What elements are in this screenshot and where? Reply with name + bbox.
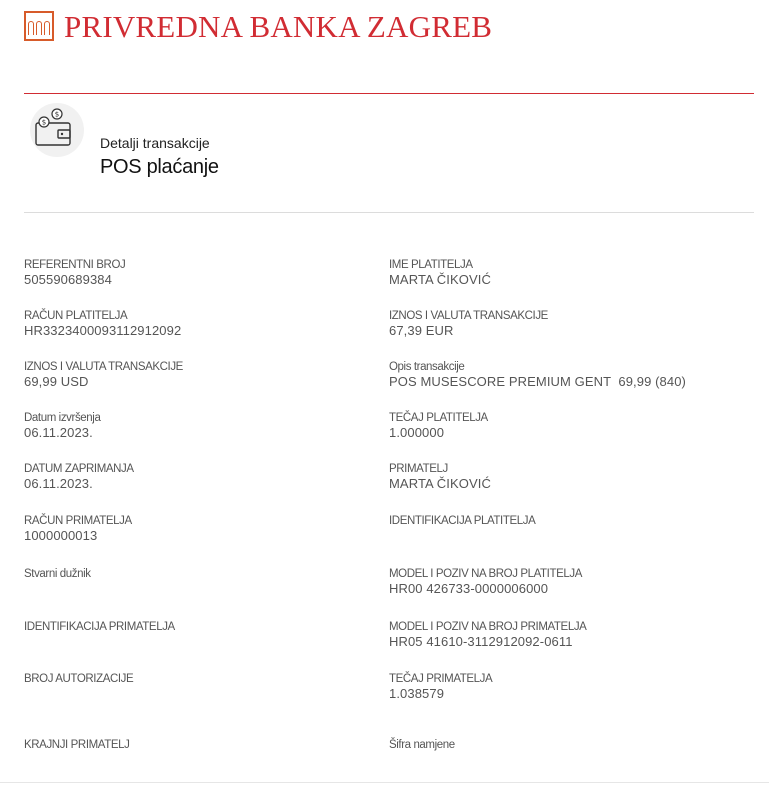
field-datum-izvrsenja	[24, 411, 384, 440]
transaction-heading	[100, 134, 219, 179]
field-value: MARTA ČIKOVIĆ	[389, 272, 491, 287]
field-identifikacija-platitelja	[389, 514, 749, 528]
field-label: IZNOS I VALUTA TRANSAKCIJE	[389, 310, 548, 322]
svg-text:$: $	[41, 118, 47, 127]
field-value: 1000000013	[24, 528, 98, 543]
field-value: POS MUSESCORE PREMIUM GENT 69,99 (840)	[389, 374, 686, 389]
field-value: 1.038579	[389, 686, 445, 701]
field-value: HR3323400093112912092	[24, 323, 182, 338]
transaction-title: POS plaćanje	[100, 156, 219, 178]
field-model-poziv-primatelja	[389, 620, 749, 649]
field-model-poziv-platitelja	[389, 567, 749, 596]
bank-name: PRIVREDNA BANKA ZAGREB	[64, 8, 493, 44]
field-label: MODEL I POZIV NA BROJ PLATITELJA	[389, 568, 582, 580]
field-iznos-valuta-transakcije-eur	[389, 309, 749, 338]
field-value: 06.11.2023.	[24, 476, 93, 491]
field-label: TEČAJ PLATITELJA	[389, 412, 488, 424]
field-label: IDENTIFIKACIJA PLATITELJA	[389, 515, 536, 527]
field-value: 06.11.2023.	[24, 425, 93, 440]
svg-text:$: $	[54, 110, 60, 119]
field-label: RAČUN PRIMATELJA	[24, 515, 132, 527]
field-label: Stvarni dužnik	[24, 568, 91, 580]
field-datum-zaprimanja	[24, 462, 384, 491]
field-value: HR00 426733-0000006000	[389, 581, 549, 596]
field-broj-autorizacije	[24, 672, 384, 686]
field-label: Opis transakcije	[389, 361, 465, 373]
field-label: IME PLATITELJA	[389, 259, 473, 271]
field-stvarni-duznik	[24, 567, 384, 581]
field-label: DATUM ZAPRIMANJA	[24, 463, 134, 475]
field-label: TEČAJ PRIMATELJA	[389, 673, 493, 685]
field-referentni-broj	[24, 258, 384, 287]
field-value: 505590689384	[24, 272, 112, 287]
field-racun-primatelja	[24, 514, 384, 543]
field-value: 1.000000	[389, 425, 445, 440]
footer-divider	[0, 782, 769, 783]
field-value: 67,39 EUR	[389, 323, 454, 338]
wallet-coins-icon	[30, 103, 84, 157]
field-label: RAČUN PLATITELJA	[24, 310, 128, 322]
pbz-logo-icon	[24, 11, 54, 41]
section-divider	[24, 212, 754, 213]
header-divider	[24, 93, 754, 94]
field-racun-platitelja	[24, 309, 384, 338]
field-label: IZNOS I VALUTA TRANSAKCIJE	[24, 361, 183, 373]
field-label: PRIMATELJ	[389, 463, 448, 475]
field-label: KRAJNJI PRIMATELJ	[24, 739, 130, 751]
field-value: 69,99 USD	[24, 374, 89, 389]
field-ime-platitelja	[389, 258, 749, 287]
field-label: Šifra namjene	[389, 739, 455, 751]
field-sifra-namjene	[389, 738, 749, 752]
field-value: HR05 41610-3112912092-0611	[389, 634, 573, 649]
transaction-subtitle: Detalji transakcije	[100, 135, 210, 151]
field-label: REFERENTNI BROJ	[24, 259, 126, 271]
field-krajnji-primatelj	[24, 738, 384, 752]
field-label: MODEL I POZIV NA BROJ PRIMATELJA	[389, 621, 587, 633]
field-label: IDENTIFIKACIJA PRIMATELJA	[24, 621, 175, 633]
field-value: MARTA ČIKOVIĆ	[389, 476, 491, 491]
field-opis-transakcije	[389, 360, 749, 389]
field-tecaj-platitelja	[389, 411, 749, 440]
field-label: BROJ AUTORIZACIJE	[24, 673, 134, 685]
field-tecaj-primatelja	[389, 672, 749, 701]
field-identifikacija-primatelja	[24, 620, 384, 634]
bank-header	[24, 8, 492, 44]
field-primatelj	[389, 462, 749, 491]
field-label: Datum izvršenja	[24, 412, 101, 424]
field-iznos-valuta-transakcije	[24, 360, 384, 389]
